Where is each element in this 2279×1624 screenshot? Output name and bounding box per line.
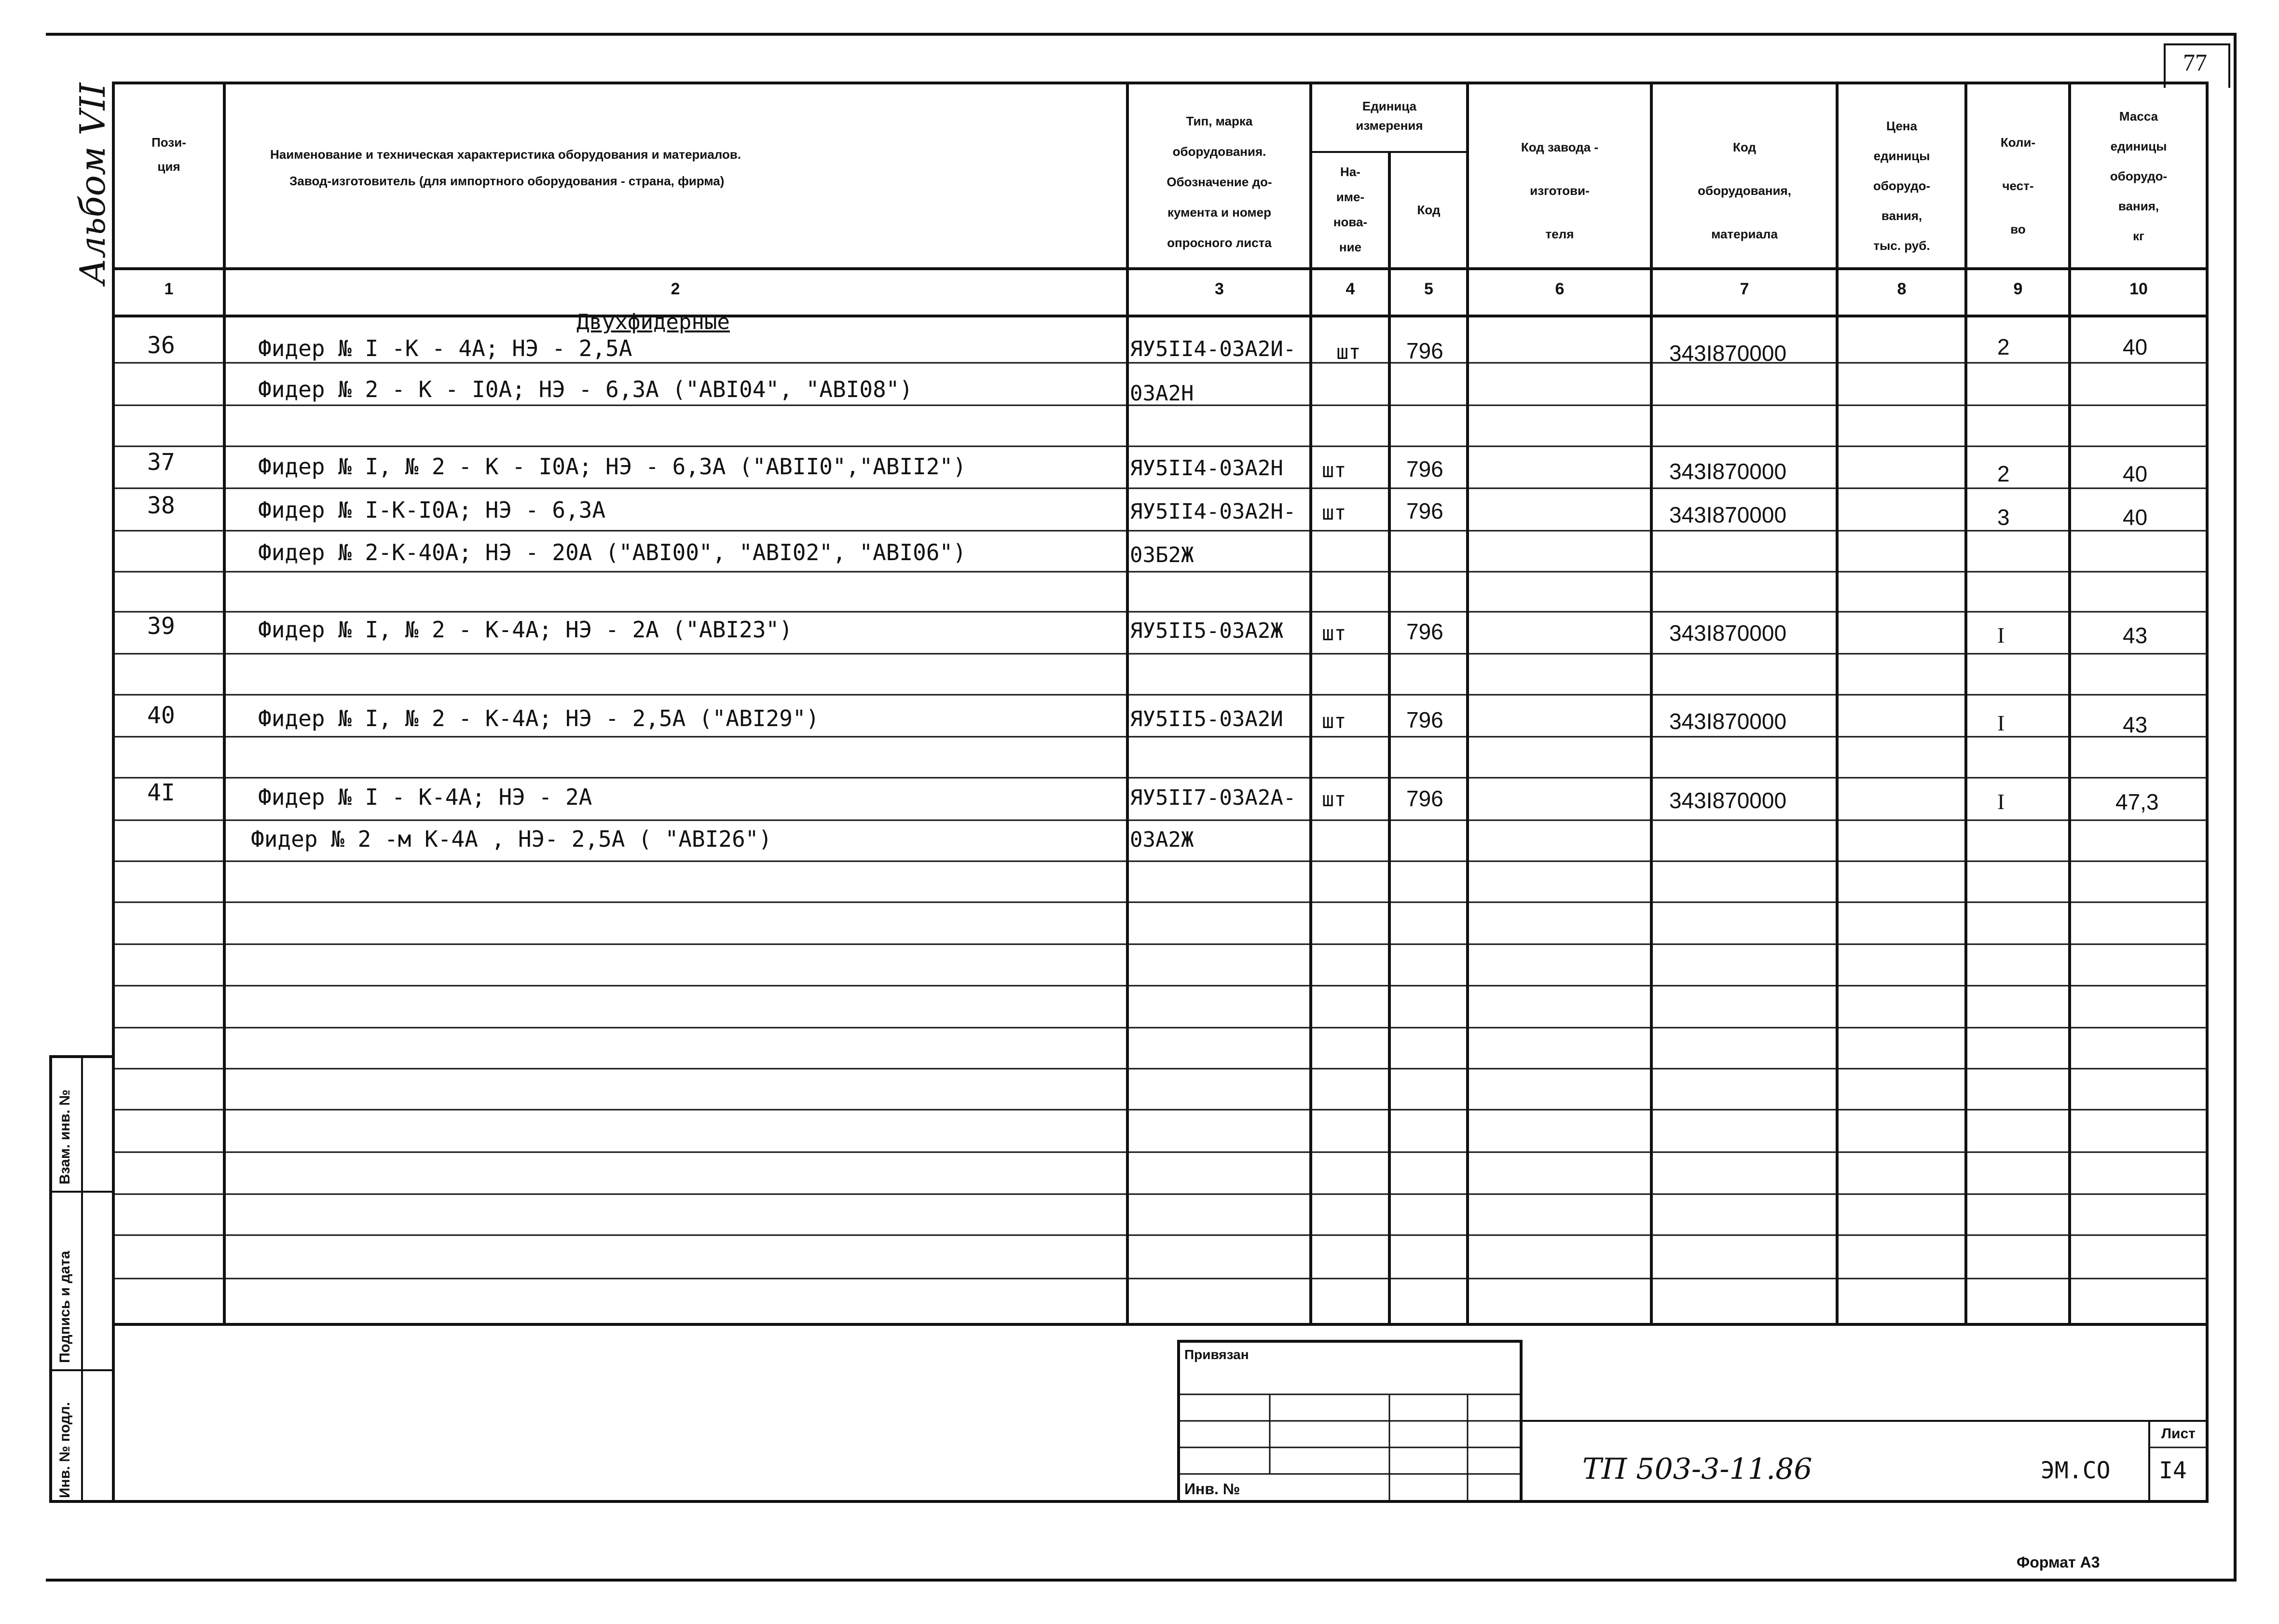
header-col9	[1967, 121, 2069, 251]
format-label: Формат А3	[2017, 1554, 2100, 1571]
header-col4-line2: име-	[1336, 190, 1365, 204]
section-heading: Двухфидерные	[577, 310, 730, 334]
colnum-1: 1	[164, 280, 174, 298]
stamp-sheet-code: ЭМ.СО	[2041, 1457, 2111, 1484]
stamp-sheet-number: I4	[2159, 1457, 2187, 1484]
header-col8	[1839, 111, 1965, 261]
colnum-9: 9	[2013, 280, 2023, 298]
stamp-privyazan: Привязан	[1184, 1347, 1249, 1362]
side-label-vzam: Взам. инв. №	[57, 1089, 73, 1184]
row-39-equip: 343I870000	[1669, 620, 1787, 646]
header-col4	[1312, 159, 1388, 260]
row-36-pos: 36	[147, 332, 175, 359]
colnum-8: 8	[1897, 280, 1907, 298]
colnum-10: 10	[2129, 280, 2148, 298]
header-col4-line1: На-	[1340, 165, 1360, 179]
header-col4-line3: нова-	[1333, 215, 1368, 229]
row-36-code: 796	[1406, 338, 1443, 363]
row-39-pos: 39	[147, 613, 175, 640]
header-col6-line2: изготови-	[1530, 183, 1590, 198]
header-col3-line5: опросного листа	[1167, 235, 1272, 250]
header-col6-line3: теля	[1545, 227, 1574, 241]
row-41-pos: 4I	[147, 779, 175, 806]
row-39-mass: 43	[2123, 623, 2148, 648]
colnum-4: 4	[1345, 280, 1355, 298]
stamp-inv-no: Инв. №	[1184, 1480, 1240, 1498]
header-col10	[2071, 101, 2206, 251]
row-41-equip: 343I870000	[1669, 788, 1787, 813]
header-unit-line2: измерения	[1356, 118, 1423, 133]
page-number: 77	[2183, 49, 2207, 76]
header-col8-line2: единицы	[1873, 149, 1930, 163]
row-37-name: Фидер № I, № 2 - К - I0А; НЭ - 6,3А ("АВII0","АВII2")	[258, 454, 966, 480]
row-37-pos: 37	[147, 449, 175, 476]
row-39-name: Фидер № I, № 2 - К-4А; НЭ - 2А ("АВI23")	[258, 617, 793, 643]
row-40-code: 796	[1406, 707, 1443, 732]
row-38-pos: 38	[147, 492, 175, 519]
header-col8-line1: Цена	[1886, 119, 1917, 133]
header-col3-line2: оборудования.	[1172, 144, 1266, 159]
row-37-code: 796	[1406, 456, 1443, 482]
row-38-qty: 3	[1997, 505, 2010, 530]
header-col10-line1: Масса	[2119, 109, 2158, 124]
colnum-3: 3	[1215, 280, 1224, 298]
row-40-qty: I	[1997, 711, 2005, 735]
row-41-name: Фидер № I - К-4А; НЭ - 2А	[258, 784, 592, 810]
colnum-6: 6	[1555, 280, 1565, 298]
row-37-unit: шт	[1322, 458, 1346, 482]
row-41-mass: 47,3	[2115, 789, 2159, 814]
header-unit-group	[1312, 96, 1467, 135]
colnum-7: 7	[1740, 280, 1749, 298]
header-col1	[116, 130, 222, 179]
row-37-type: ЯУ5II4-03А2Н	[1130, 456, 1283, 481]
album-label: Альбом VII	[72, 83, 113, 285]
side-label-podpis: Подпись и дата	[57, 1251, 73, 1363]
row-40-type: ЯУ5II5-03А2И	[1130, 707, 1283, 731]
row-41-type: ЯУ5II7-03А2А-	[1130, 785, 1296, 810]
header-col4-line4: ние	[1339, 240, 1362, 254]
header-col3	[1129, 106, 1310, 258]
row-36b-type: 03А2Н	[1130, 381, 1194, 406]
row-40-name: Фидер № I, № 2 - К-4А; НЭ - 2,5А ("АВI29")	[258, 705, 820, 731]
row-40-pos: 40	[147, 702, 175, 729]
row-39-qty: I	[1997, 623, 2005, 647]
row-40-unit: шт	[1322, 709, 1346, 733]
row-41b-name: Фидер № 2 -м К-4А , НЭ- 2,5А ( "АВI26")	[251, 826, 772, 852]
row-36-equip: 343I870000	[1669, 341, 1787, 366]
row-41-qty: I	[1997, 789, 2005, 814]
header-col9-line3: во	[2010, 222, 2026, 236]
row-36-type: ЯУ5II4-03А2И-	[1130, 337, 1296, 361]
row-39-code: 796	[1406, 619, 1443, 644]
header-col3-line1: Тип, марка	[1186, 114, 1253, 128]
header-unit-line1: Единица	[1362, 99, 1417, 113]
row-40-mass: 43	[2123, 712, 2148, 737]
row-36-qty: 2	[1997, 334, 2010, 359]
stamp-doc-code: ТП 503-3-11.86	[1582, 1452, 1812, 1486]
header-col3-line3: Обозначение до-	[1167, 175, 1272, 189]
header-col6	[1469, 125, 1650, 256]
header-col7-line3: материала	[1711, 227, 1778, 241]
row-36b-name: Фидер № 2 - К - I0А; НЭ - 6,3А ("АВI04", "АВI08")	[258, 376, 913, 402]
row-38b-type: 03Б2Ж	[1130, 543, 1194, 567]
colnum-5: 5	[1424, 280, 1433, 298]
row-38-mass: 40	[2123, 505, 2148, 530]
header-col7-line2: оборудования,	[1698, 183, 1791, 198]
header-col5: Код	[1417, 203, 1441, 217]
header-col9-line1: Коли-	[2000, 135, 2036, 150]
row-36-name: Фидер № I -К - 4А; НЭ - 2,5А	[258, 335, 632, 361]
header-col1-line1: Пози-	[151, 135, 186, 150]
header-col8-line3: оборудо-	[1873, 179, 1931, 193]
row-40-equip: 343I870000	[1669, 709, 1787, 734]
header-col7	[1653, 125, 1836, 256]
row-37-mass: 40	[2123, 461, 2148, 486]
row-36-mass: 40	[2123, 334, 2148, 359]
row-38b-name: Фидер № 2-К-40А; НЭ - 20А ("АВI00", "АВI02", "АВI06")	[258, 539, 966, 565]
row-38-equip: 343I870000	[1669, 502, 1787, 527]
header-col10-line3: оборудо-	[2110, 169, 2168, 183]
header-col8-line4: вания,	[1881, 208, 1922, 223]
row-37-qty: 2	[1997, 461, 2010, 486]
row-36-unit: шт	[1336, 340, 1361, 364]
header-col6-line1: Код завода -	[1521, 140, 1599, 154]
row-38-unit: шт	[1322, 501, 1346, 524]
header-col10-line5: кг	[2133, 229, 2144, 243]
header-col1-line2: ция	[157, 159, 180, 174]
header-col10-line4: вания,	[2118, 199, 2159, 213]
row-39-type: ЯУ5II5-03А2Ж	[1130, 619, 1283, 643]
row-38-type: ЯУ5II4-03А2Н-	[1130, 499, 1296, 524]
header-col7-line1: Код	[1733, 140, 1756, 154]
header-col9-line2: чест-	[2002, 179, 2034, 193]
side-label-inv: Инв. № подл.	[57, 1402, 73, 1498]
header-col2-line1: Наименование и техническая характеристика оборудования и материалов.	[270, 147, 741, 162]
row-39-unit: шт	[1322, 621, 1346, 645]
row-38-name: Фидер № I-К-I0А; НЭ - 6,3А	[258, 497, 606, 523]
row-41b-type: 03А2Ж	[1130, 827, 1194, 852]
row-37-equip: 343I870000	[1669, 459, 1787, 484]
stamp-sheet-label: Лист	[2161, 1426, 2196, 1442]
row-41-code: 796	[1406, 786, 1443, 811]
header-col8-line5: тыс. руб.	[1873, 238, 1930, 253]
colnum-2: 2	[671, 280, 680, 298]
header-col2: Наименование и техническая характеристика оборудования и материалов. Завод-изготовитель (для импортного оборудования - страна, фирма)	[227, 128, 1124, 181]
row-38-code: 796	[1406, 498, 1443, 523]
row-41-unit: шт	[1322, 787, 1346, 811]
header-col3-line4: кумента и номер	[1167, 205, 1271, 220]
header-col10-line2: единицы	[2110, 139, 2167, 153]
